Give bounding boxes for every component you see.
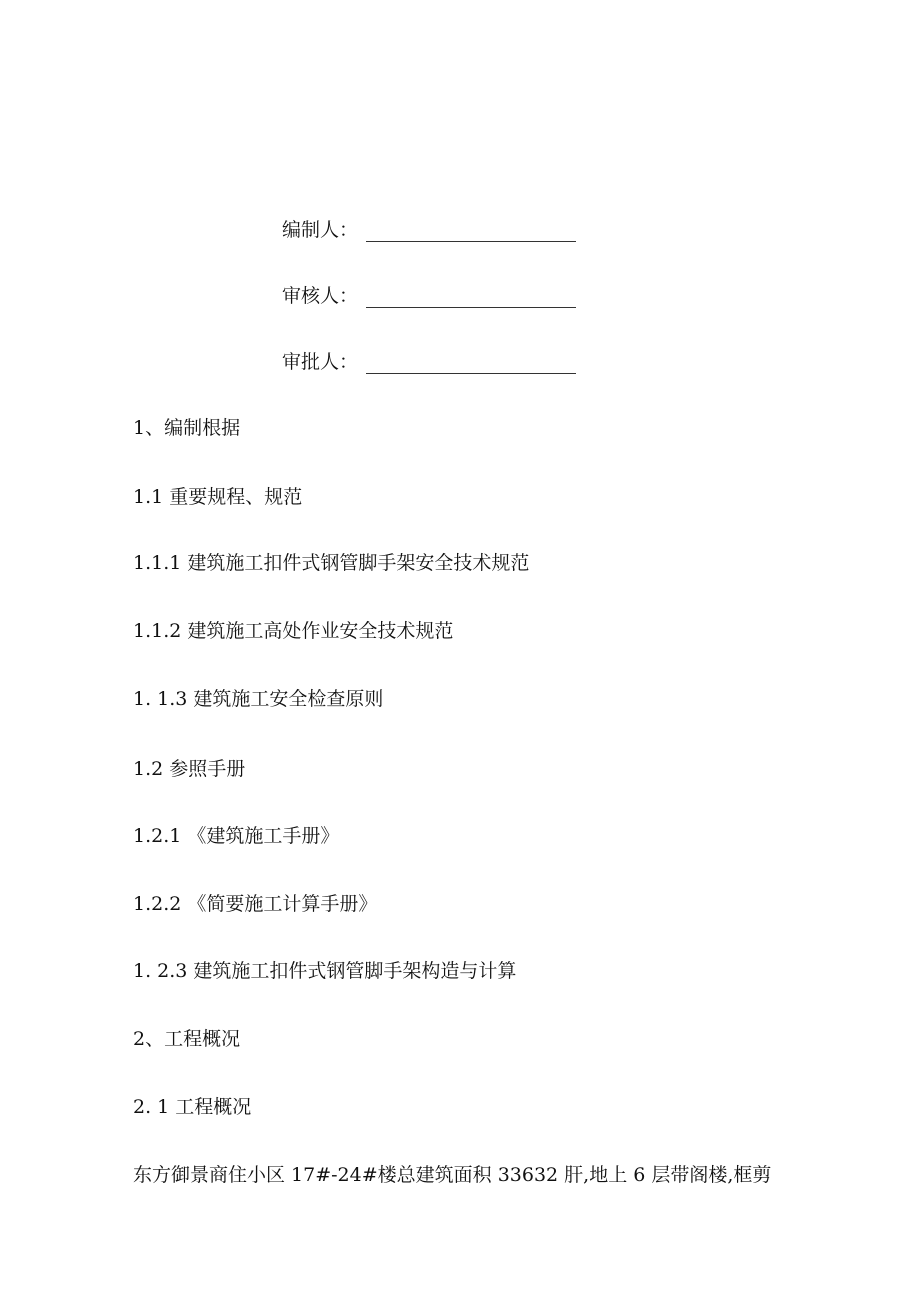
reviewer-signature-line	[366, 287, 576, 308]
compiler-label: 编制人：	[282, 219, 359, 241]
subsection-heading-1-1: 1.1 重要规程、规范	[133, 486, 303, 508]
signature-row-approver	[282, 344, 576, 374]
list-item-1-1-1: 1.1.1 建筑施工扣件式钢管脚手架安全技术规范	[133, 552, 530, 574]
list-item-1-1-3: 1. 1.3 建筑施工安全检查原则	[133, 688, 384, 710]
approver-label: 审批人：	[282, 351, 359, 373]
signature-row-compiler	[282, 212, 576, 242]
approver-signature-line	[366, 353, 576, 374]
signature-row-reviewer	[282, 278, 576, 308]
section-heading-2: 2、工程概况	[133, 1028, 241, 1050]
list-item-1-2-1: 1.2.1 《建筑施工手册》	[133, 825, 340, 847]
subsection-heading-2-1: 2. 1 工程概况	[133, 1096, 252, 1118]
body-paragraph: 东方御景商住小区 17#-24#楼总建筑面积 33632 肝,地上 6 层带阁楼,框剪	[133, 1164, 772, 1186]
reviewer-label: 审核人：	[282, 285, 359, 307]
list-item-1-2-2: 1.2.2 《简要施工计算手册》	[133, 893, 378, 915]
list-item-1-2-3: 1. 2.3 建筑施工扣件式钢管脚手架构造与计算	[133, 960, 517, 982]
subsection-heading-1-2: 1.2 参照手册	[133, 758, 246, 780]
section-heading-1: 1、编制根据	[133, 417, 241, 439]
list-item-1-1-2: 1.1.2 建筑施工高处作业安全技术规范	[133, 620, 454, 642]
compiler-signature-line	[366, 221, 576, 242]
